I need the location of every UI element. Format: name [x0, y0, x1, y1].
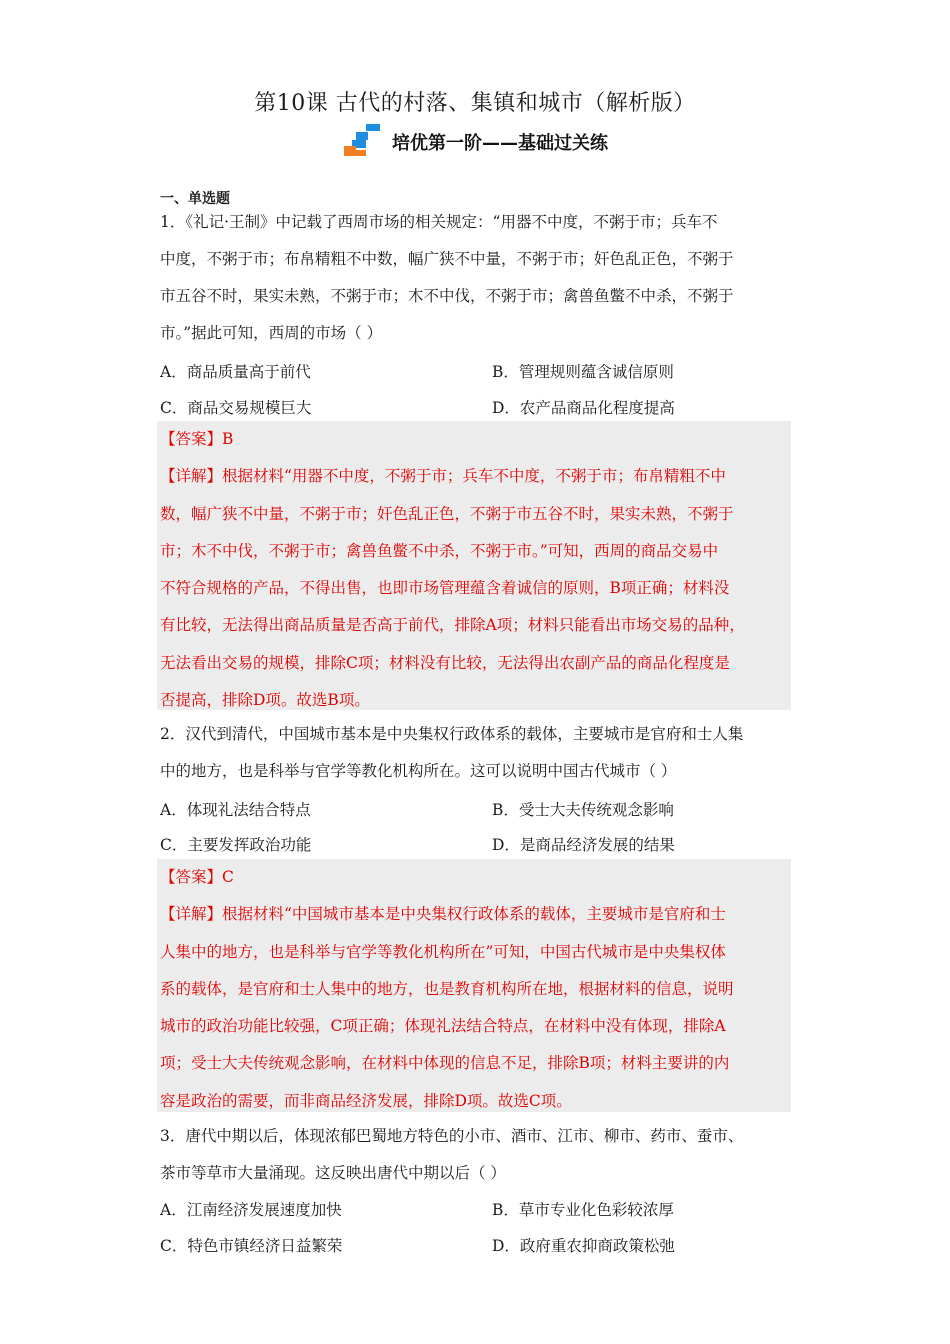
option-d: D．农产品商品化程度提高	[492, 399, 675, 417]
option-c: C．特色市镇经济日益繁荣	[160, 1237, 343, 1255]
question-2-answer-box	[157, 859, 791, 1112]
stem-line: 中的地方，也是科举与官学等教化机构所在。这可以说明中国古代城市（ ）	[160, 762, 677, 780]
stem-line: 2．汉代到清代，中国城市基本是中央集权行政体系的载体，主要城市是官府和士人集	[160, 725, 744, 743]
explain-line: 【详解】根据材料“用器不中度，不粥于市；兵车不中度，不粥于市；布帛精粗不中	[160, 467, 726, 486]
option-c: C．主要发挥政治功能	[160, 836, 312, 854]
option-a: A．体现礼法结合特点	[160, 801, 311, 819]
explain-line: 容是政治的需要，而非商品经济发展，排除D项。故选C项。	[160, 1091, 572, 1110]
option-b: B．草市专业化色彩较浓厚	[492, 1201, 674, 1219]
explain-line: 有比较，无法得出商品质量是否高于前代，排除A项；材料只能看出市场交易的品种，	[160, 616, 745, 635]
explain-line: 不符合规格的产品，不得出售，也即市场管理蕴含着诚信的原则，B项正确；材料没	[160, 579, 730, 598]
explain-line: 否提高，排除D项。故选B项。	[160, 691, 370, 710]
subtitle: 培优第一阶——基础过关练	[392, 133, 608, 154]
answer-label: 【答案】C	[160, 868, 234, 886]
stem-line: 茶市等草市大量涌现。这反映出唐代中期以后（ ）	[160, 1164, 506, 1182]
question-1-answer-box	[157, 421, 791, 710]
explain-line: 无法看出交易的规模，排除C项；材料没有比较，无法得出农副产品的商品化程度是	[160, 653, 730, 672]
option-b: B．管理规则蕴含诚信原则	[492, 363, 674, 381]
lesson-title: 第10课 古代的村落、集镇和城市（解析版）	[254, 91, 696, 116]
option-d: D．是商品经济发展的结果	[492, 836, 675, 854]
option-c: C．商品交易规模巨大	[160, 399, 312, 417]
stem-line: 市。”据此可知，西周的市场（ ）	[160, 324, 383, 342]
question-2-stem	[160, 716, 800, 790]
option-a: A．商品质量高于前代	[160, 363, 311, 381]
stem-line: 3．唐代中期以后，体现浓郁巴蜀地方特色的小市、酒市、江市、柳市、药市、蚕市、	[160, 1127, 744, 1145]
explain-line: 城市的政治功能比较强，C项正确；体现礼法结合特点，在材料中没有体现，排除A	[160, 1017, 726, 1036]
explain-line: 市；木不中伐，不粥于市；禽兽鱼鳖不中杀，不粥于市。”可知，西周的商品交易中	[160, 541, 719, 560]
question-1-stem	[160, 204, 800, 352]
explain-line: 数，幅广狭不中量，不粥于市；奸色乱正色，不粥于市五谷不时，果实未熟，不粥于	[160, 504, 734, 523]
explain-line: 系的载体，是官府和士人集中的地方，也是教育机构所在地，根据材料的信息，说明	[160, 979, 734, 998]
option-a: A．江南经济发展速度加快	[160, 1201, 342, 1219]
question-3-stem	[160, 1118, 800, 1192]
stem-line: 市五谷不时，果实未熟，不粥于市；木不中伐，不粥于市；禽兽鱼鳖不中杀，不粥于	[160, 287, 734, 305]
stem-line: 1．《礼记·王制》中记载了西周市场的相关规定：“用器不中度，不粥于市；兵车不	[160, 213, 718, 231]
option-b: B．受士大夫传统观念影响	[492, 801, 674, 819]
section-heading: 一、单选题	[160, 191, 230, 207]
subtitle-row	[0, 124, 950, 164]
explain-line: 项；受士大夫传统观念影响，在材料中体现的信息不足，排除B项；材料主要讲的内	[160, 1054, 730, 1073]
stairs-logo-icon	[342, 124, 386, 160]
explain-line: 人集中的地方，也是科举与官学等教化机构所在”可知，中国古代城市是中央集权体	[160, 942, 726, 961]
explain-line: 【详解】根据材料“中国城市基本是中央集权行政体系的载体，主要城市是官府和士	[160, 905, 726, 924]
stem-line: 中度，不粥于市；布帛精粗不中数，幅广狭不中量，不粥于市；奸色乱正色，不粥于	[160, 250, 734, 268]
option-d: D．政府重农抑商政策松弛	[492, 1237, 675, 1255]
answer-label: 【答案】B	[160, 430, 234, 448]
